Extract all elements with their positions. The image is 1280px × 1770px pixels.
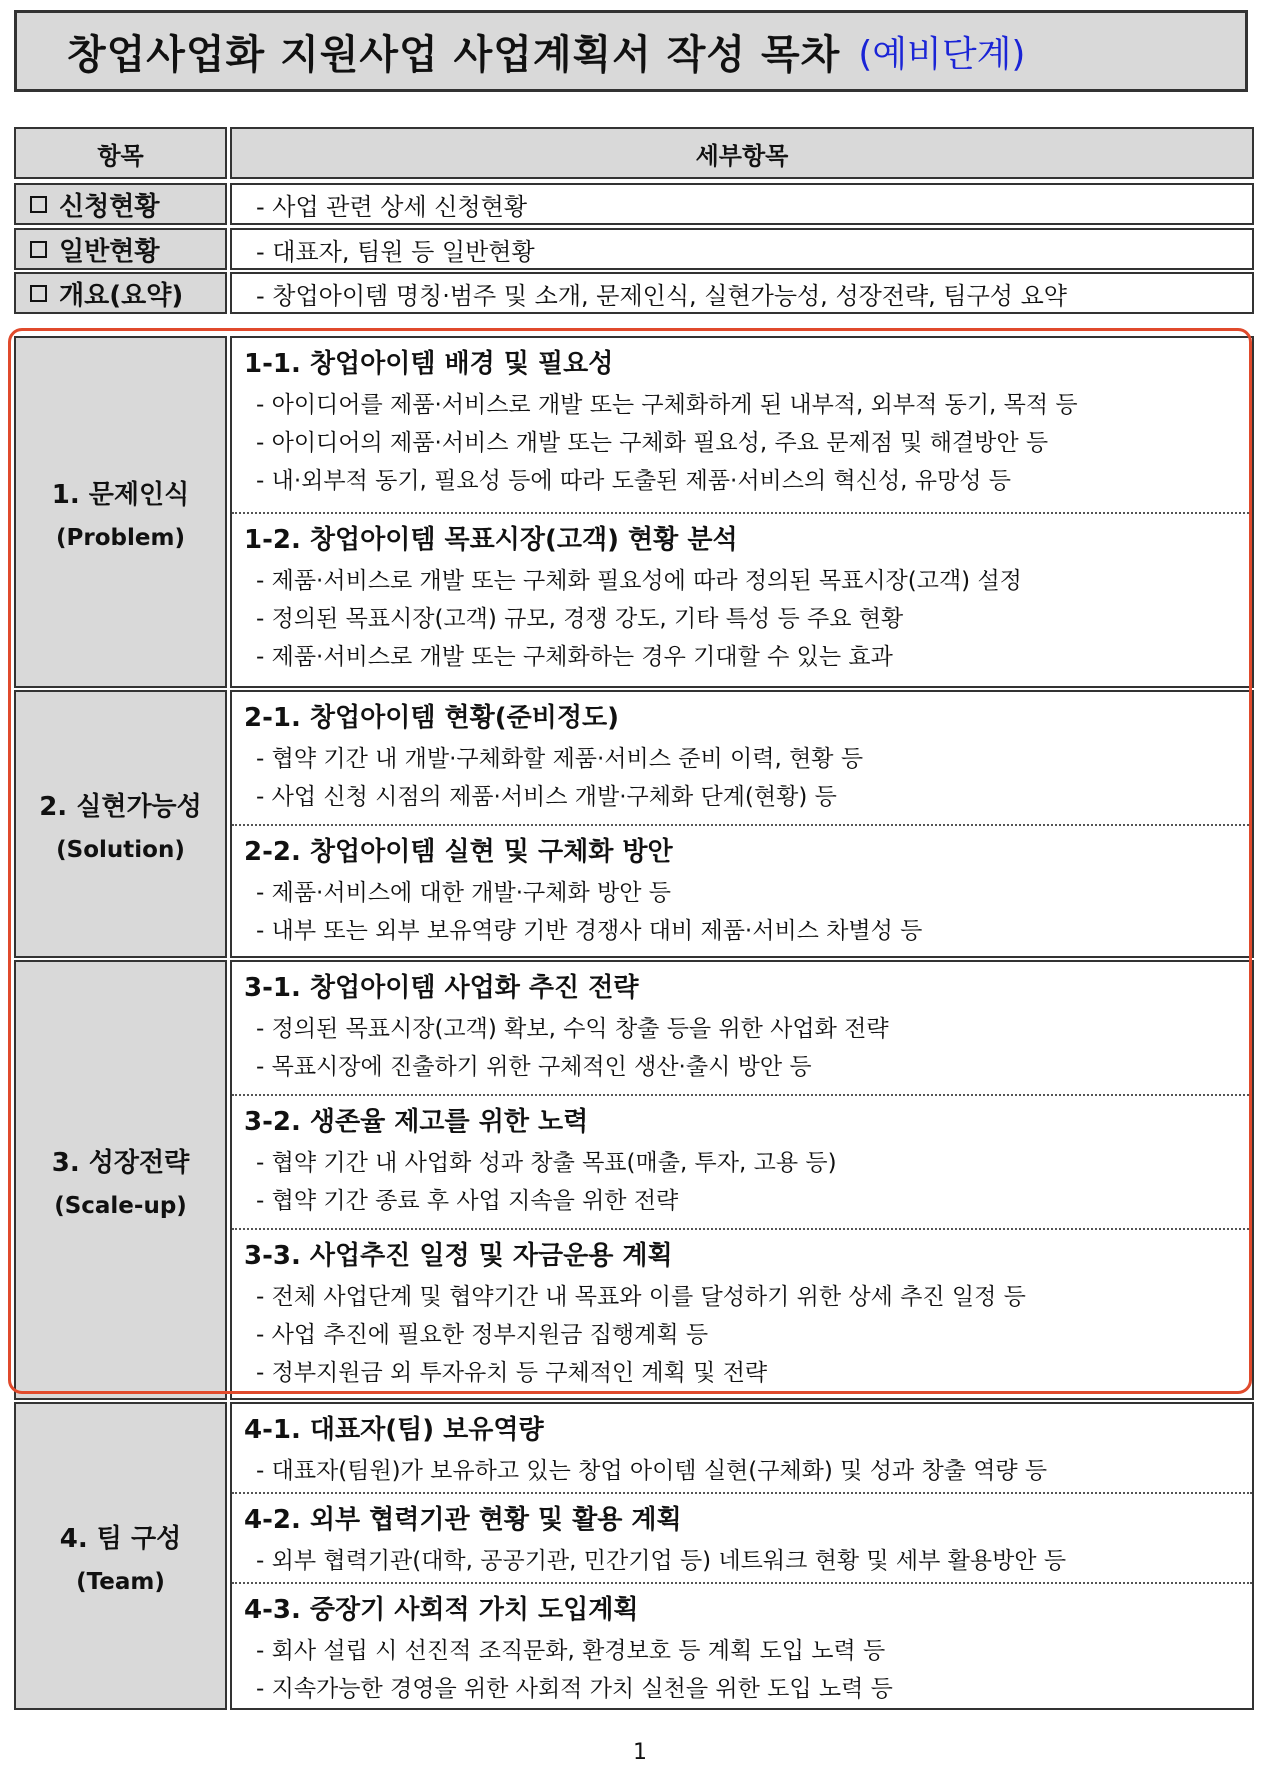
subsection <box>232 962 1252 1096</box>
summary-label-cell <box>14 272 227 314</box>
list-item: - 회사 설립 시 선진적 조직문화, 환경보호 등 계획 도입 노력 등 <box>256 1638 886 1664</box>
list-item: - 아이디어를 제품·서비스로 개발 또는 구체화하게 된 내부적, 외부적 동기, 목적 등 <box>256 392 1078 418</box>
list-item: - 제품·서비스로 개발 또는 구체화하는 경우 기대할 수 있는 효과 <box>256 644 893 670</box>
list-item: - 협약 기간 종료 후 사업 지속을 위한 전략 <box>256 1188 679 1214</box>
list-item: - 제품·서비스로 개발 또는 구체화 필요성에 따라 정의된 목표시장(고객) 설정 <box>256 568 1022 594</box>
summary-row <box>14 183 1254 225</box>
section-detail-cell <box>230 336 1254 688</box>
section-label-cell <box>14 1402 227 1710</box>
subsection <box>232 826 1252 956</box>
page-number: 1 <box>633 1740 647 1765</box>
list-item: - 목표시장에 진출하기 위한 구체적인 생산·출시 방안 등 <box>256 1054 812 1080</box>
list-item: - 정부지원금 외 투자유치 등 구체적인 계획 및 전략 <box>256 1360 768 1386</box>
list-item: - 협약 기간 내 개발·구체화할 제품·서비스 준비 이력, 현황 등 <box>256 746 864 772</box>
section-english: (Scale-up) <box>54 1192 187 1219</box>
list-item: - 외부 협력기관(대학, 공공기관, 민간기업 등) 네트워크 현황 및 세부 활용방안 등 <box>256 1548 1067 1574</box>
list-item: - 사업 신청 시점의 제품·서비스 개발·구체화 단계(현황) 등 <box>256 784 837 810</box>
subsection <box>232 514 1252 686</box>
checkbox-icon <box>30 196 47 213</box>
subsection-title: 3-1. 창업아이템 사업화 추진 전략 <box>244 973 639 1003</box>
section-label-cell <box>14 336 227 688</box>
subsection-title: 1-1. 창업아이템 배경 및 필요성 <box>244 349 614 379</box>
summary-label-cell <box>14 183 227 225</box>
document-title-box <box>14 10 1248 92</box>
section-detail-cell <box>230 1402 1254 1710</box>
subsection-title: 3-2. 생존율 제고를 위한 노력 <box>244 1107 589 1137</box>
list-item: - 정의된 목표시장(고객) 확보, 수익 창출 등을 위한 사업화 전략 <box>256 1016 889 1042</box>
list-item: - 내·외부적 동기, 필요성 등에 따라 도출된 제품·서비스의 혁신성, 유망성 등 <box>256 468 1011 494</box>
section-detail-cell <box>230 960 1254 1400</box>
summary-detail: - 사업 관련 상세 신청현황 <box>230 183 1254 225</box>
summary-label: 신청현황 <box>59 191 160 222</box>
subsection-title: 4-3. 중장기 사회적 가치 도입계획 <box>244 1595 639 1625</box>
table-header-row <box>14 127 1254 179</box>
checkbox-icon <box>30 285 47 302</box>
summary-row <box>14 272 1254 314</box>
list-item: - 지속가능한 경영을 위한 사회적 가치 실천을 위한 도입 노력 등 <box>256 1676 893 1702</box>
section-name: 4. 팀 구성 <box>59 1523 182 1554</box>
list-item: - 아이디어의 제품·서비스 개발 또는 구체화 필요성, 주요 문제점 및 해결방안 등 <box>256 430 1049 456</box>
list-item: - 대표자(팀원)가 보유하고 있는 창업 아이템 실현(구체화) 및 성과 창출 역량 등 <box>256 1458 1048 1484</box>
subsection-title: 3-3. 사업추진 일정 및 자금운용 계획 <box>244 1241 673 1271</box>
section-label-cell <box>14 960 227 1400</box>
summary-label-cell <box>14 228 227 270</box>
subsection <box>232 692 1252 826</box>
section-english: (Solution) <box>56 836 185 863</box>
subsection <box>232 1494 1252 1584</box>
section-name: 3. 성장전략 <box>51 1147 190 1178</box>
summary-label: 일반현황 <box>59 236 160 267</box>
summary-detail: - 대표자, 팀원 등 일반현황 <box>230 228 1254 270</box>
section-english: (Team) <box>76 1568 165 1595</box>
subsection <box>232 338 1252 514</box>
section-row-solution <box>14 690 1254 958</box>
list-item: - 협약 기간 내 사업화 성과 창출 목표(매출, 투자, 고용 등) <box>256 1150 837 1176</box>
subsection <box>232 1096 1252 1230</box>
subsection-title: 1-2. 창업아이템 목표시장(고객) 현황 분석 <box>244 525 738 555</box>
summary-detail: - 창업아이템 명칭·범주 및 소개, 문제인식, 실현가능성, 성장전략, 팀구성 요약 <box>230 272 1254 314</box>
list-item: - 사업 추진에 필요한 정부지원금 집행계획 등 <box>256 1322 709 1348</box>
section-row-problem <box>14 336 1254 688</box>
list-item: - 내부 또는 외부 보유역량 기반 경쟁사 대비 제품·서비스 차별성 등 <box>256 918 923 944</box>
summary-row <box>14 228 1254 270</box>
list-item: - 제품·서비스에 대한 개발·구체화 방안 등 <box>256 880 671 906</box>
subsection <box>232 1584 1252 1708</box>
section-row-scaleup <box>14 960 1254 1400</box>
section-label-cell <box>14 690 227 958</box>
document-stage: (예비단계) <box>858 33 1026 75</box>
list-item: - 정의된 목표시장(고객) 규모, 경쟁 강도, 기타 특성 등 주요 현황 <box>256 606 904 632</box>
subsection-title: 2-2. 창업아이템 실현 및 구체화 방안 <box>244 837 673 867</box>
subsection-title: 4-1. 대표자(팀) 보유역량 <box>244 1415 544 1445</box>
summary-label: 개요(요약) <box>59 280 184 311</box>
subsection <box>232 1404 1252 1494</box>
section-name: 1. 문제인식 <box>51 479 190 510</box>
section-detail-cell <box>230 690 1254 958</box>
subsection <box>232 1230 1252 1398</box>
section-name: 2. 실현가능성 <box>39 791 202 822</box>
list-item: - 전체 사업단계 및 협약기간 내 목표와 이를 달성하기 위한 상세 추진 일정 등 <box>256 1284 1026 1310</box>
document-title: 창업사업화 지원사업 사업계획서 작성 목차 <box>67 31 841 78</box>
subsection-title: 2-1. 창업아이템 현황(준비정도) <box>244 703 619 733</box>
subsection-title: 4-2. 외부 협력기관 현황 및 활용 계획 <box>244 1505 682 1535</box>
header-detail: 세부항목 <box>230 127 1254 179</box>
header-item: 항목 <box>14 127 227 179</box>
checkbox-icon <box>30 241 47 258</box>
section-english: (Problem) <box>56 524 185 551</box>
section-row-team <box>14 1402 1254 1710</box>
